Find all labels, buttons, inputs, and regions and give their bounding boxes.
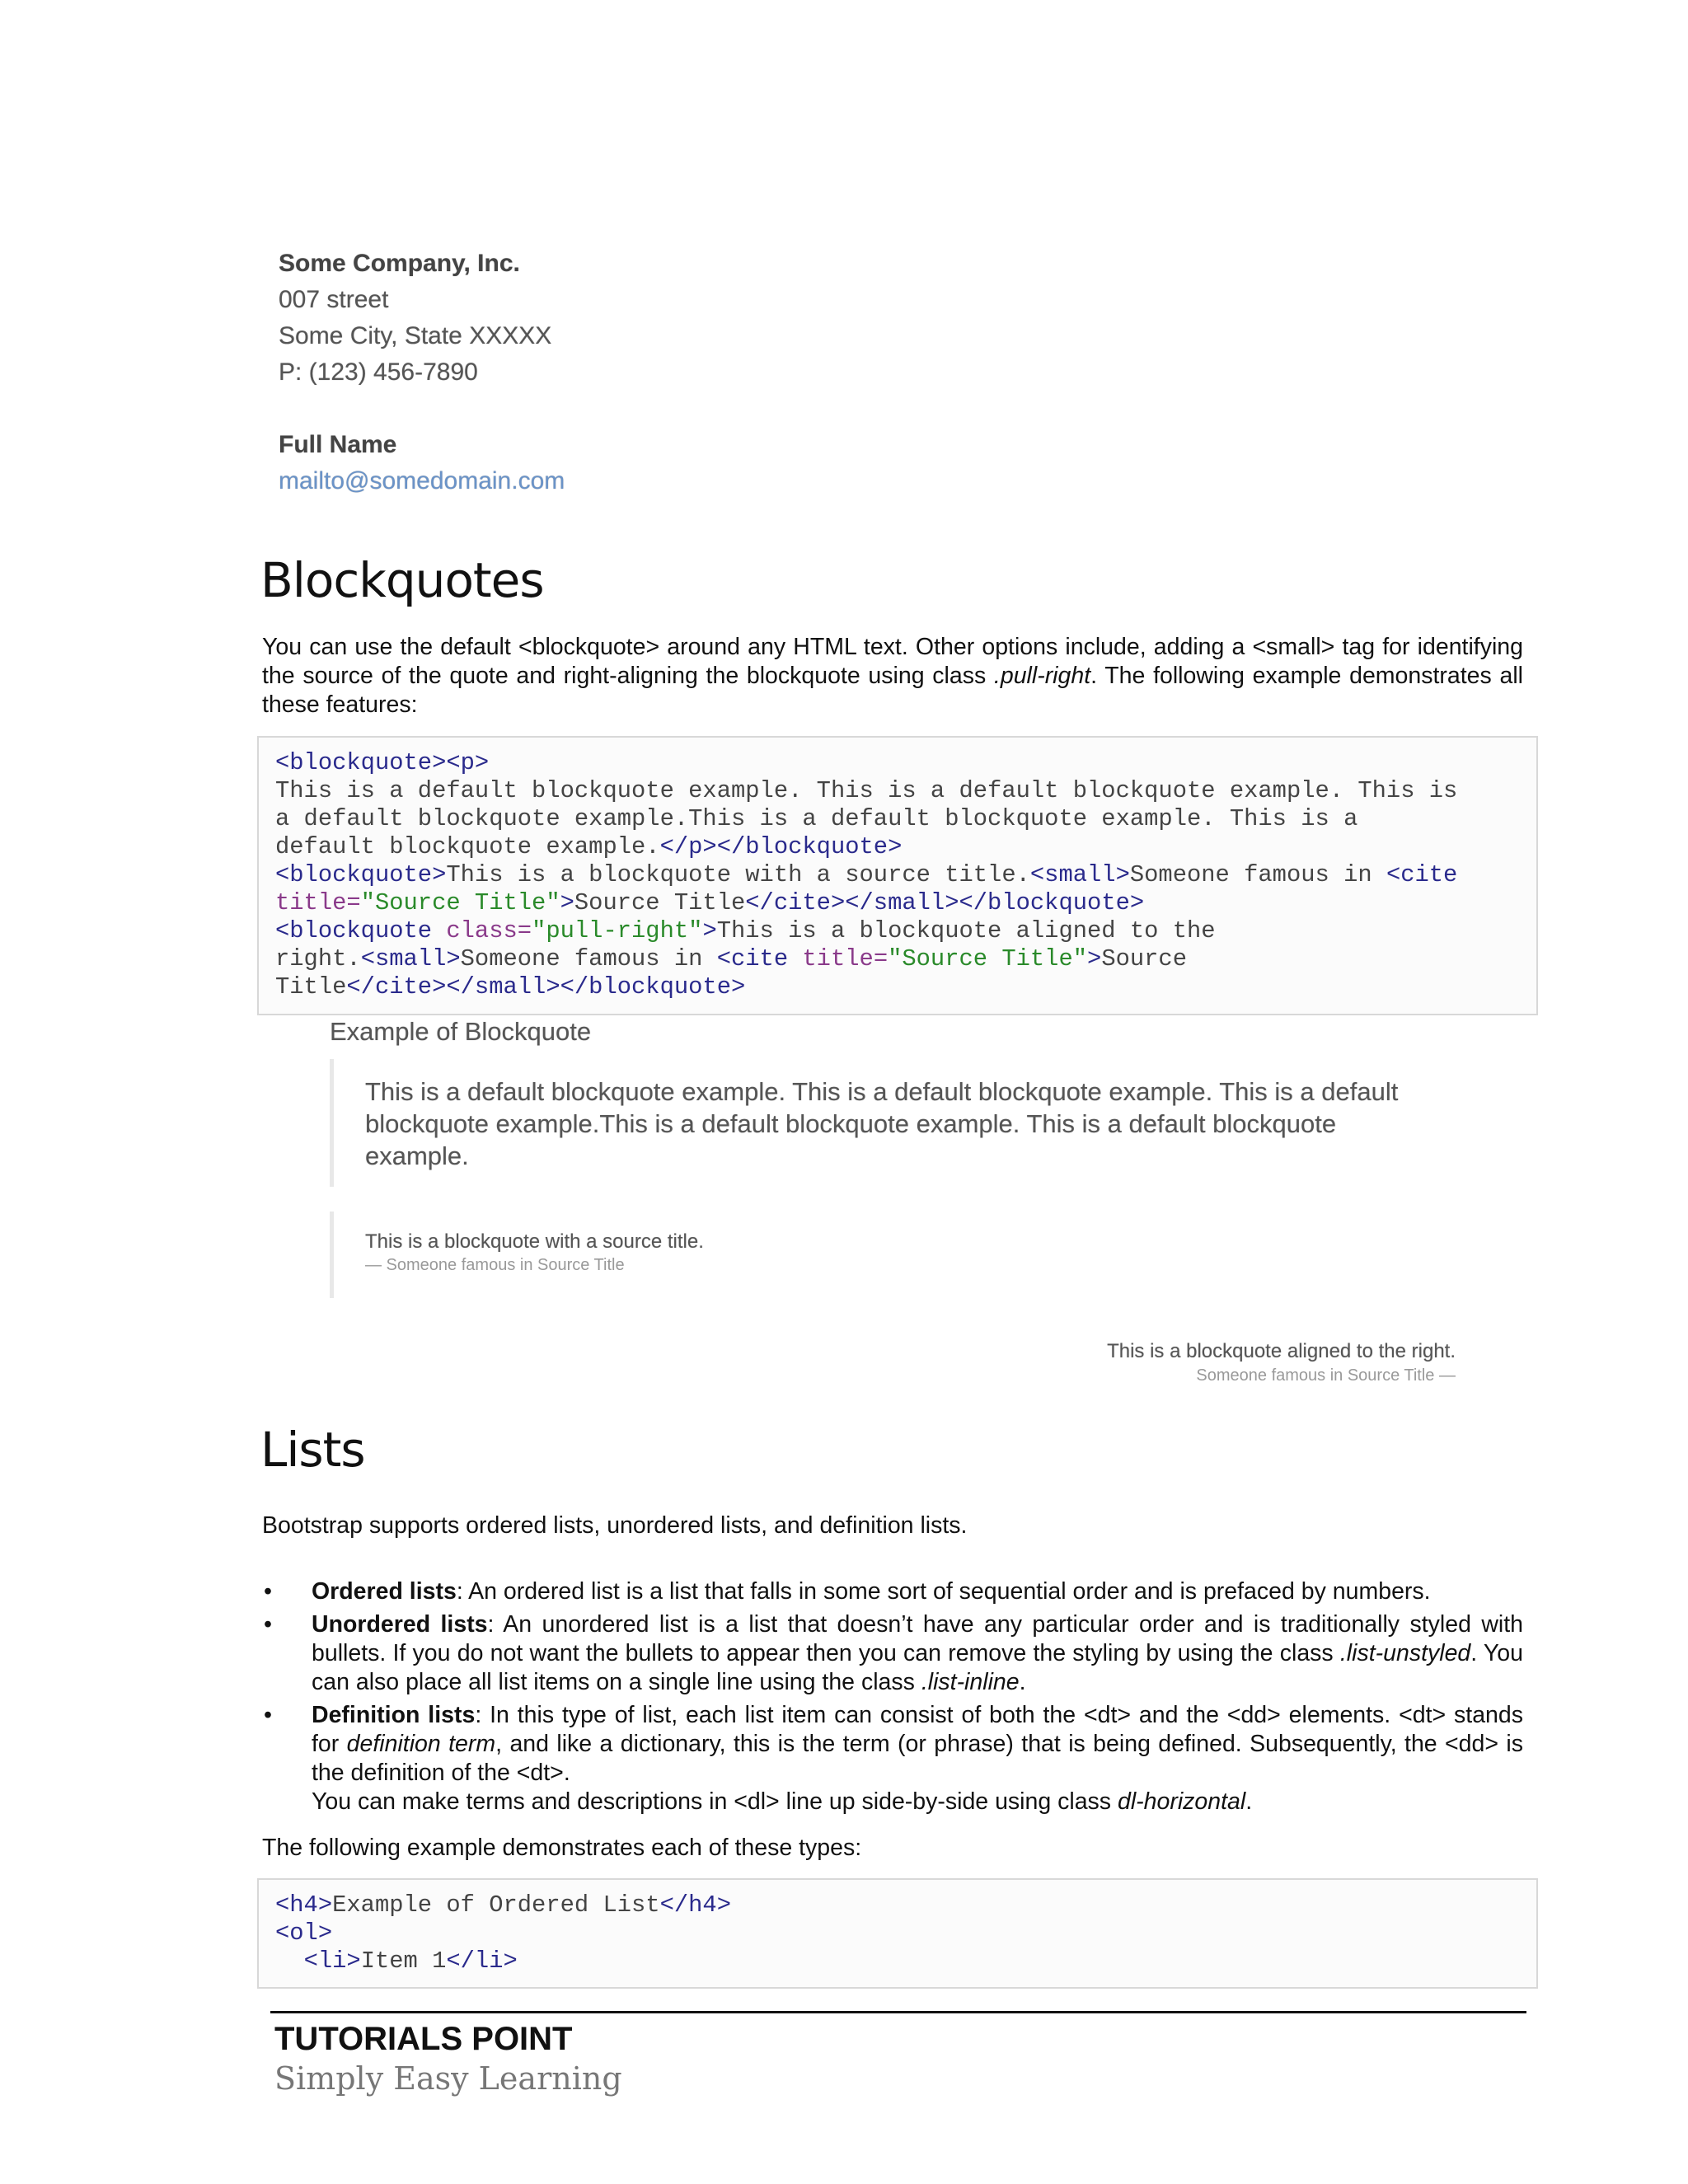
default-quote-text: This is a default blockquote example. This is a default blockquote example. This is a default blockquote example.This is a default blockquote example. This is a default blockquote example. — [365, 1077, 1399, 1170]
bullet-icon: • — [264, 1611, 272, 1638]
right-blockquote — [907, 1339, 1456, 1387]
footer-rule — [270, 2011, 1526, 2013]
lists-heading: Lists — [260, 1422, 365, 1478]
footer-tagline: Simply Easy Learning — [274, 2060, 622, 2097]
right-quote-text: This is a blockquote aligned to the right. — [1107, 1340, 1456, 1362]
bullet-icon: • — [264, 1702, 272, 1728]
company-name: Some Company, Inc. — [279, 250, 520, 277]
list-item: • Definition lists: In this type of list, each list item can consist of both the <dt> and the <dd> elements. <dt> stands for definition term, and like a dictionary, this is the term (or phrase) that is being defined. Subsequently, the <dd> is the definition of the <dt>. You can make terms and descriptions in <dl> line up side-by-side using class dl-horizontal. — [264, 1702, 1524, 1815]
street-line: 007 street — [279, 286, 389, 313]
blockquote-code-sample: <blockquote><p> This is a default blockquote example. This is a default blockquote example. This is a default blockquote example.This is a default blockquote example. This is a default blockquote example.</p></blockquote> <blockquote>This is a blockquote with a source title.<small>Someone famous in <cite title="Source Title">Source Title</cite></small></blockquote> <blockquote class="pull-right">This is a blockquote aligned to the right.<small>Someone famous in <cite title="Source Title">Source Title</cite></small></blockquote> — [257, 736, 1538, 1015]
right-quote-caption: Someone famous in Source Title — — [1196, 1366, 1456, 1385]
list-item: • Unordered lists: An unordered list is a list that doesn’t have any particular order and is traditionally styled with bullets. If you do not want the bullets to appear then you can remove the styling by using the class .list-unstyled. You can also place all list items on a single line using the class .list-inline. — [264, 1611, 1524, 1695]
list-code-sample: <h4>Example of Ordered List</h4> <ol> <li>Item 1</li> — [257, 1878, 1538, 1989]
source-quote-caption: — Someone famous in Source Title — [365, 1256, 625, 1274]
address-block — [279, 246, 565, 499]
blockquotes-heading: Blockquotes — [260, 552, 544, 608]
email-link[interactable]: mailto@somedomain.com — [279, 467, 565, 494]
footer-brand: TUTORIALS POINT — [274, 2021, 573, 2057]
phone-line: P: (123) 456-7890 — [279, 359, 478, 386]
lists-intro: Bootstrap supports ordered lists, unordered lists, and definition lists. — [262, 1512, 968, 1539]
blockquote-example-title: Example of Blockquote — [330, 1017, 592, 1046]
default-blockquote — [330, 1059, 1463, 1187]
lists-outro: The following example demonstrates each of these types: — [262, 1835, 862, 1861]
list-item: • Ordered lists: An ordered list is a list that falls in some sort of sequential order and is prefaced by numbers. — [264, 1578, 1431, 1605]
bullet-icon: • — [264, 1578, 272, 1605]
source-blockquote — [330, 1212, 1158, 1298]
blockquotes-intro: You can use the default <blockquote> around any HTML text. Other options include, adding a <small> tag for identifying the source of the quote and right-aligning the blockquote using class .pull-right. The following example demonstrates all these features: — [262, 634, 1523, 718]
source-quote-text: This is a blockquote with a source title. — [365, 1230, 704, 1253]
full-name: Full Name — [279, 431, 397, 458]
city-line: Some City, State XXXXX — [279, 322, 552, 349]
lists-bullets — [262, 1577, 1523, 1821]
